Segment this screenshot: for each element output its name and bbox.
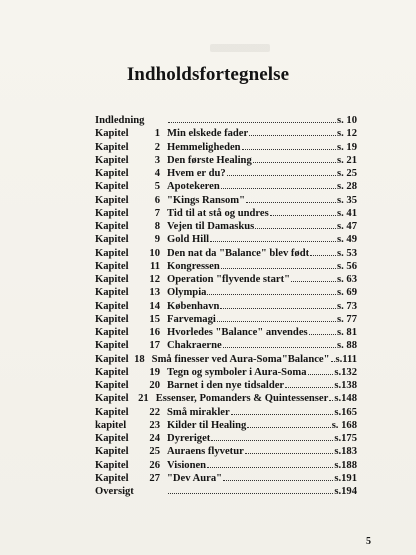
entry-number: 20 xyxy=(149,380,160,391)
dot-leader xyxy=(221,187,336,189)
entry-label: Kapitel xyxy=(95,207,129,219)
entry-title: Min elskede fader xyxy=(167,128,249,140)
entry-page: s.132 xyxy=(334,366,357,378)
entry-number: 18 xyxy=(134,353,145,365)
entry-label: Kapitel xyxy=(95,327,129,338)
entry-title: København xyxy=(167,300,220,312)
entry-number: 24 xyxy=(149,433,160,444)
dot-leader xyxy=(221,267,336,269)
dot-leader xyxy=(285,386,333,388)
toc-entry xyxy=(95,141,357,154)
entry-label: Kapitel xyxy=(95,260,129,272)
toc-entry xyxy=(95,485,357,498)
entry-page: s. 21 xyxy=(336,154,357,166)
toc-entry xyxy=(95,326,357,339)
dot-leader xyxy=(168,492,333,494)
toc-entry xyxy=(95,167,357,180)
toc-entry xyxy=(95,260,357,273)
bleed-through-smudge xyxy=(210,44,270,52)
toc-entry xyxy=(95,286,357,299)
toc-entry xyxy=(95,127,357,140)
entry-label: Kapitel xyxy=(95,194,129,206)
dot-leader xyxy=(310,254,336,256)
entry-label: Kapitel xyxy=(95,128,129,140)
entry-number: 19 xyxy=(149,366,160,378)
entry-label: Kapitel xyxy=(95,313,129,325)
entry-number: 9 xyxy=(154,234,160,246)
toc-entry xyxy=(95,366,357,379)
entry-number: 1 xyxy=(154,128,160,140)
entry-title: Tid til at stå og undres xyxy=(167,207,269,219)
entry-title: Gold Hill xyxy=(167,234,210,246)
entry-label: Oversigt xyxy=(95,486,134,497)
entry-label: Kapitel xyxy=(95,459,129,471)
entry-page: s.165 xyxy=(334,406,357,418)
entry-number: 15 xyxy=(149,313,160,325)
entry-page: s.194 xyxy=(334,486,357,497)
entry-number: 7 xyxy=(154,207,160,219)
toc-entry xyxy=(95,194,357,207)
dot-leader xyxy=(220,307,336,309)
entry-label: Kapitel xyxy=(95,141,129,153)
entry-page: s. 88 xyxy=(336,340,357,352)
toc-entry xyxy=(95,472,357,485)
toc-entry xyxy=(95,114,357,127)
entry-title: Apotekeren xyxy=(167,181,220,193)
entry-label: Kapitel xyxy=(95,380,129,391)
entry-page: s.183 xyxy=(334,446,357,458)
dot-leader xyxy=(331,360,335,362)
entry-page: s. 77 xyxy=(336,313,357,325)
entry-page: s.191 xyxy=(334,472,357,484)
entry-number: 5 xyxy=(154,181,160,193)
dot-leader xyxy=(207,466,333,468)
dot-leader xyxy=(211,439,333,441)
entry-label: kapitel xyxy=(95,419,127,431)
entry-page: s. 28 xyxy=(336,181,357,193)
entry-number: 27 xyxy=(149,472,160,484)
entry-label: Kapitel xyxy=(95,433,129,444)
entry-number: 8 xyxy=(154,221,160,232)
entry-label: Kapitel xyxy=(95,300,129,312)
entry-number: 13 xyxy=(149,287,160,299)
toc-entry xyxy=(95,353,357,366)
toc-entry xyxy=(95,154,357,167)
toc-entry xyxy=(95,419,357,432)
entry-label: Kapitel xyxy=(95,247,129,259)
entry-title: Dyreriget xyxy=(167,433,211,444)
entry-page: s. 69 xyxy=(336,287,357,299)
dot-leader xyxy=(329,399,333,401)
entry-label: Kapitel xyxy=(95,353,129,365)
entry-title: Barnet i den nye tidsalder xyxy=(167,380,285,391)
entry-label: Kapitel xyxy=(95,274,129,285)
entry-label: Kapitel xyxy=(95,366,129,378)
entry-number: 6 xyxy=(154,194,160,206)
entry-page: s. 56 xyxy=(336,260,357,272)
entry-label: Kapitel xyxy=(95,446,129,458)
entry-page: s. 53 xyxy=(336,247,357,259)
entry-title: Den første Healing xyxy=(167,154,252,166)
toc-entry xyxy=(95,379,357,392)
entry-page: s.148 xyxy=(334,393,357,405)
dot-leader xyxy=(207,293,336,295)
entry-label: Indledning xyxy=(95,115,145,126)
entry-page: s. 25 xyxy=(336,168,357,179)
dot-leader xyxy=(308,373,334,375)
entry-title: Hvem er du? xyxy=(167,168,226,179)
entry-label: Kapitel xyxy=(95,221,129,232)
dot-leader xyxy=(227,174,336,176)
page-title: Indholdsfortegnelse xyxy=(126,64,290,85)
dot-leader xyxy=(217,320,336,322)
dot-leader xyxy=(246,201,336,203)
toc-entry xyxy=(95,300,357,313)
entry-number: 17 xyxy=(149,340,160,352)
toc-entry xyxy=(95,339,357,352)
entry-title: "Dev Aura" xyxy=(167,472,223,484)
entry-label: Kapitel xyxy=(95,154,129,166)
entry-number: 4 xyxy=(154,168,160,179)
toc-entry xyxy=(95,273,357,286)
entry-label: Kapitel xyxy=(95,340,129,352)
dot-leader xyxy=(223,479,333,481)
entry-title: Vejen til Damaskus xyxy=(167,221,255,232)
entry-title: Visionen xyxy=(167,459,207,471)
toc-entry xyxy=(95,392,357,405)
dot-leader xyxy=(309,333,336,335)
entry-number: 25 xyxy=(149,446,160,458)
entry-number: 14 xyxy=(149,300,160,312)
toc-entry xyxy=(95,180,357,193)
dot-leader xyxy=(270,214,336,216)
entry-page: s. 10 xyxy=(336,115,357,126)
entry-title: Hvorledes "Balance" anvendes xyxy=(167,327,308,338)
dot-leader xyxy=(245,452,334,454)
entry-page: s. 81 xyxy=(336,327,357,338)
entry-number: 16 xyxy=(149,327,160,338)
entry-number: 12 xyxy=(149,274,160,285)
toc-entry xyxy=(95,247,357,260)
entry-label: Kapitel xyxy=(95,181,129,193)
entry-number: 3 xyxy=(154,154,160,166)
entry-title: Operation "flyvende start" xyxy=(167,274,290,285)
dot-leader xyxy=(247,426,330,428)
entry-number: 21 xyxy=(138,393,149,405)
entry-number: 23 xyxy=(149,419,160,431)
dot-leader xyxy=(249,134,336,136)
toc-entry xyxy=(95,233,357,246)
entry-label: Kapitel xyxy=(95,472,129,484)
entry-page: s. 12 xyxy=(336,128,357,140)
entry-title: Hemmeligheden xyxy=(167,141,241,153)
entry-title: Små mirakler xyxy=(167,406,230,418)
entry-page: s.188 xyxy=(334,459,357,471)
entry-page: s.111 xyxy=(335,353,357,365)
entry-label: Kapitel xyxy=(95,234,129,246)
entry-title: Essenser, Pomanders & Quintessenser xyxy=(155,393,329,405)
entry-label: Kapitel xyxy=(95,406,129,418)
dot-leader xyxy=(231,413,334,415)
entry-title: Auraens flyvetur xyxy=(167,446,244,458)
entry-page: s. 73 xyxy=(336,300,357,312)
toc-entry xyxy=(95,313,357,326)
table-of-contents xyxy=(95,114,357,498)
entry-page: s. 63 xyxy=(336,274,357,285)
entry-title: Kilder til Healing xyxy=(167,419,247,431)
entry-label: Kapitel xyxy=(95,287,129,299)
toc-entry xyxy=(95,220,357,233)
entry-number: 10 xyxy=(149,247,160,259)
entry-label: Kapitel xyxy=(95,393,129,405)
entry-title: Olympia xyxy=(167,287,207,299)
entry-page: s.138 xyxy=(334,380,357,391)
entry-page: s. 35 xyxy=(336,194,357,206)
entry-number: 2 xyxy=(154,141,160,153)
toc-entry xyxy=(95,406,357,419)
toc-entry xyxy=(95,207,357,220)
dot-leader xyxy=(253,161,336,163)
entry-title: Den nat da "Balance" blev født xyxy=(167,247,310,259)
toc-entry xyxy=(95,432,357,445)
dot-leader xyxy=(255,227,336,229)
dot-leader xyxy=(210,240,336,242)
entry-number: 11 xyxy=(149,260,160,272)
entry-title: Chakraerne xyxy=(167,340,222,352)
entry-page: s. 168 xyxy=(331,419,357,431)
entry-page: s. 19 xyxy=(336,141,357,153)
entry-title: "Kings Ransom" xyxy=(167,194,245,206)
page-number: 5 xyxy=(366,536,371,547)
entry-number: 26 xyxy=(149,459,160,471)
dot-leader xyxy=(223,346,336,348)
entry-title: Farvemagi xyxy=(167,313,216,325)
entry-page: s. 49 xyxy=(336,234,357,246)
entry-page: s. 47 xyxy=(336,221,357,232)
entry-page: s. 41 xyxy=(336,207,357,219)
entry-title: Kongressen xyxy=(167,260,220,272)
entry-title: Tegn og symboler i Aura-Soma xyxy=(167,366,307,378)
toc-entry xyxy=(95,445,357,458)
dot-leader xyxy=(291,280,336,282)
dot-leader xyxy=(168,121,336,123)
entry-number: 22 xyxy=(149,406,160,418)
toc-entry xyxy=(95,459,357,472)
entry-page: s.175 xyxy=(334,433,357,444)
entry-title: Små finesser ved Aura-Soma"Balance" xyxy=(151,353,330,365)
entry-label: Kapitel xyxy=(95,168,129,179)
dot-leader xyxy=(242,148,336,150)
